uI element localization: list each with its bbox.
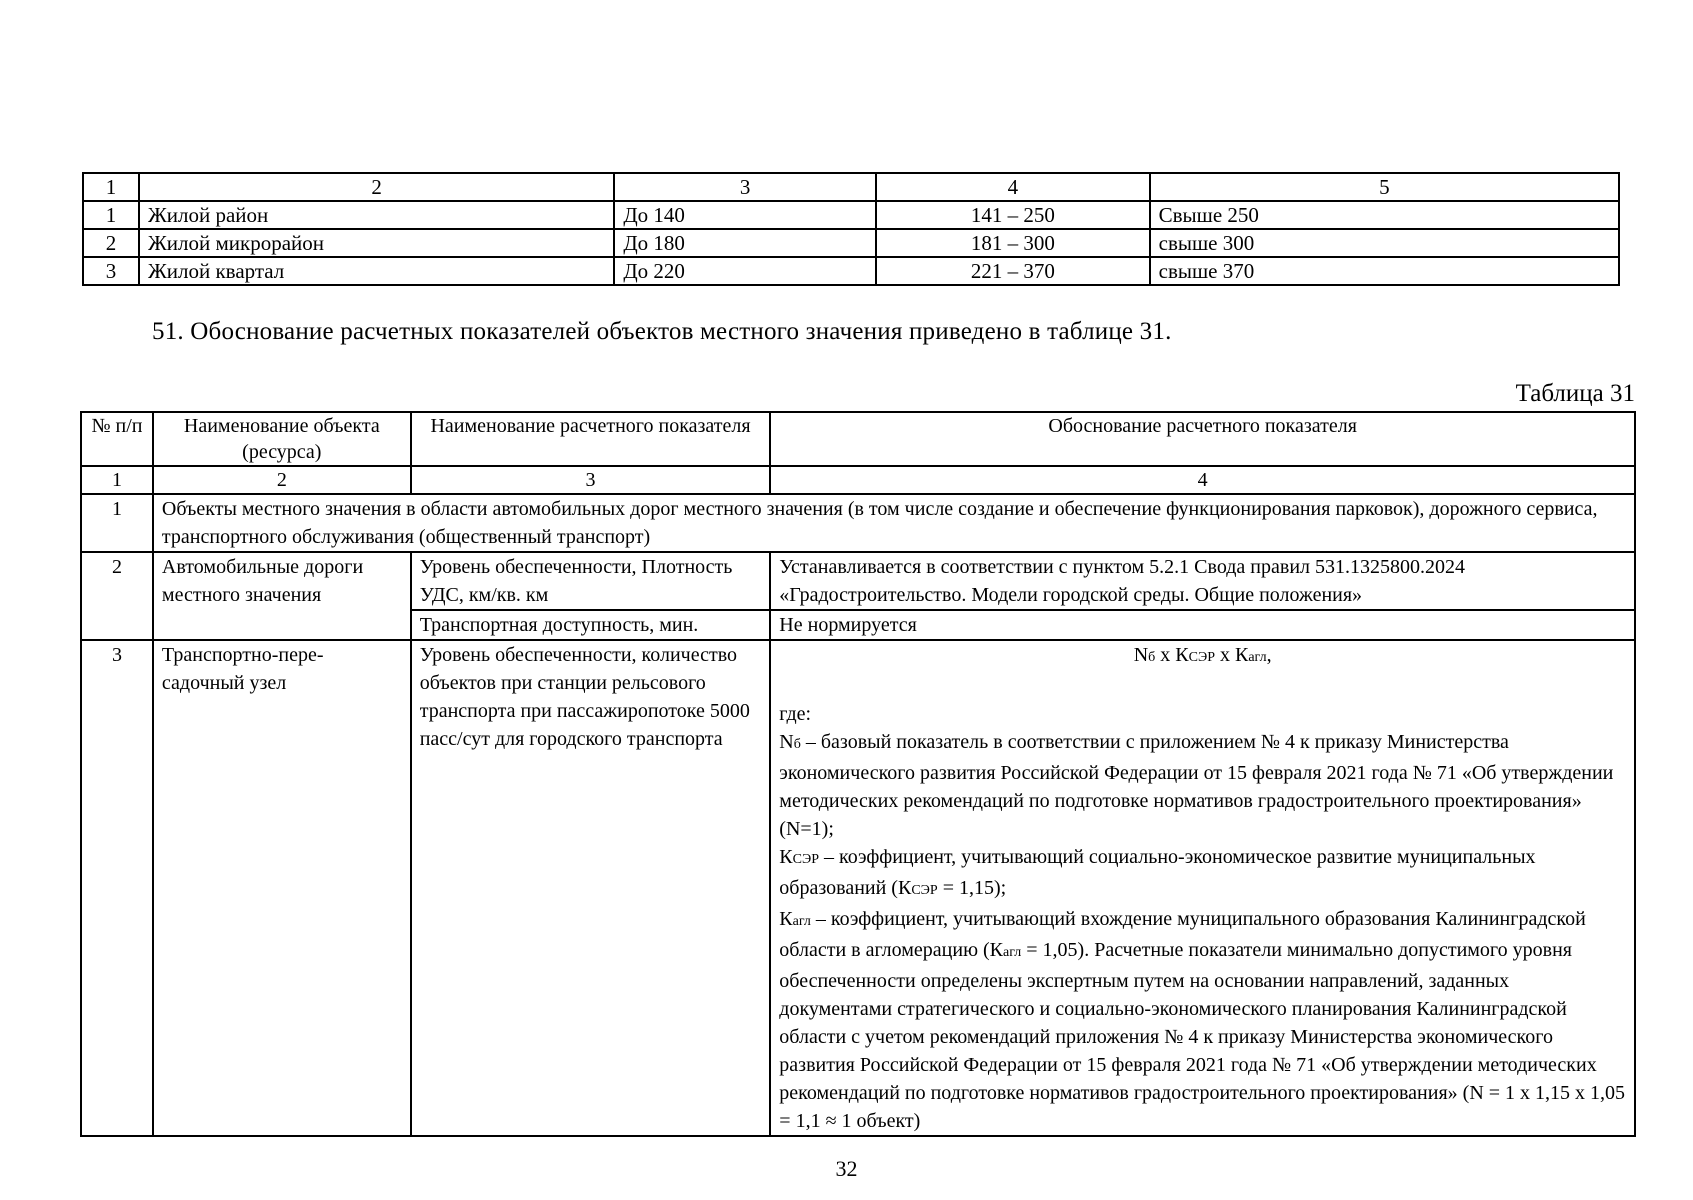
page-number: 32 bbox=[835, 1156, 858, 1181]
row-number: 2 bbox=[81, 552, 153, 640]
column-number: 2 bbox=[153, 466, 411, 494]
table-header-row bbox=[81, 412, 1635, 466]
table-cell: До 220 bbox=[614, 257, 876, 285]
indicator-cell: Уровень обеспеченности, Плотность УДС, км/кв. км bbox=[411, 552, 771, 610]
row-number: 1 bbox=[81, 494, 153, 552]
column-number: 1 bbox=[81, 466, 153, 494]
row-number: 2 bbox=[83, 229, 139, 257]
object-name-cell: Автомобильные дороги местного значения bbox=[153, 552, 411, 640]
table-row bbox=[83, 229, 1619, 257]
column-number: 4 bbox=[770, 466, 1635, 494]
table-cell: До 180 bbox=[614, 229, 876, 257]
justification-cell bbox=[770, 640, 1635, 1136]
header-cell: Наименование объекта (ресурса) bbox=[153, 412, 411, 466]
formula: Nб x КСЭР x Кагл, bbox=[1133, 644, 1272, 666]
table-header-row bbox=[83, 173, 1619, 201]
table-cell: Свыше 250 bbox=[1150, 201, 1619, 229]
header-cell: Обоснование расчетного показателя bbox=[770, 412, 1635, 466]
definition-ksep: КСЭР – коэффициент, учитывающий социально-экономическое развитие муниципальных образований (КСЭР = 1,15); bbox=[779, 846, 1536, 899]
header-cell: 2 bbox=[139, 173, 614, 201]
header-cell: 5 bbox=[1150, 173, 1619, 201]
table-cell: Жилой микрорайон bbox=[139, 229, 614, 257]
table-31 bbox=[80, 411, 1636, 1137]
table-cell: Жилой квартал bbox=[139, 257, 614, 285]
object-name-cell: Транспортно-пере-садочный узел bbox=[153, 640, 411, 1136]
table-row bbox=[83, 201, 1619, 229]
header-cell: 4 bbox=[876, 173, 1150, 201]
table-row bbox=[81, 640, 1635, 1136]
table-cell: 221 – 370 bbox=[876, 257, 1150, 285]
body-paragraph: 51. Обоснование расчетных показателей объектов местного значения приведено в таблице 31. bbox=[152, 318, 1172, 345]
header-cell: № п/п bbox=[81, 412, 153, 466]
header-cell: Наименование расчетного показателя bbox=[411, 412, 771, 466]
definition-kagl: Кагл – коэффициент, учитывающий вхождение муниципального образования Калининградской области в агломерацию (Кагл = 1,05). Расчетные показатели минимально допустимого уровня обеспеченности определены экспертным путем на основании направлений, заданных документами стратегического и социально-экономического планирования Калининградской области с учетом рекомендаций приложения № 4 к приказу Министерства экономического развития Российской Федерации от 15 февраля 2021 года № 71 «Об утверждении методических рекомендаций по подготовке нормативов градостроительного проектирования» (N = 1 x 1,15 x 1,05 = 1,1 ≈ 1 объект) bbox=[779, 908, 1626, 1132]
table-cell: свыше 300 bbox=[1150, 229, 1619, 257]
table-cell: свыше 370 bbox=[1150, 257, 1619, 285]
indicator-cell: Транспортная доступность, мин. bbox=[411, 610, 771, 640]
table-row bbox=[81, 552, 1635, 610]
justification-cell: Устанавливается в соответствии с пунктом 5.2.1 Свода правил 531.1325800.2024 «Градостроительство. Модели городской среды. Общие положения» bbox=[770, 552, 1635, 610]
section-heading-cell: Объекты местного значения в области автомобильных дорог местного значения (в том числе создание и обеспечение функционирования парковок), дорожного сервиса, транспортного обслуживания (общественный транспорт) bbox=[153, 494, 1635, 552]
table-caption: Таблица 31 bbox=[1515, 380, 1635, 407]
definition-n: Nб – базовый показатель в соответствии с приложением № 4 к приказу Министерства экономического развития Российской Федерации от 15 февраля 2021 года № 71 «Об утверждении методических рекомендаций по подготовке нормативов градостроительного проектирования» (N=1); bbox=[779, 731, 1614, 840]
table-row bbox=[83, 257, 1619, 285]
header-cell: 1 bbox=[83, 173, 139, 201]
column-number-row bbox=[81, 466, 1635, 494]
table-cell: До 140 bbox=[614, 201, 876, 229]
table-row bbox=[81, 494, 1635, 552]
indicator-cell: Уровень обеспеченности, количество объектов при станции рельсового транспорта при пассажиропотоке 5000 пасс/сут для городского транспорта bbox=[411, 640, 771, 1136]
header-cell: 3 bbox=[614, 173, 876, 201]
justification-cell: Не нормируется bbox=[770, 610, 1635, 640]
row-number: 3 bbox=[81, 640, 153, 1136]
table-cell: 141 – 250 bbox=[876, 201, 1150, 229]
table-cell: Жилой район bbox=[139, 201, 614, 229]
continuation-table bbox=[82, 172, 1620, 286]
where-label: где: bbox=[779, 703, 812, 725]
row-number: 3 bbox=[83, 257, 139, 285]
column-number: 3 bbox=[411, 466, 771, 494]
table-cell: 181 – 300 bbox=[876, 229, 1150, 257]
row-number: 1 bbox=[83, 201, 139, 229]
